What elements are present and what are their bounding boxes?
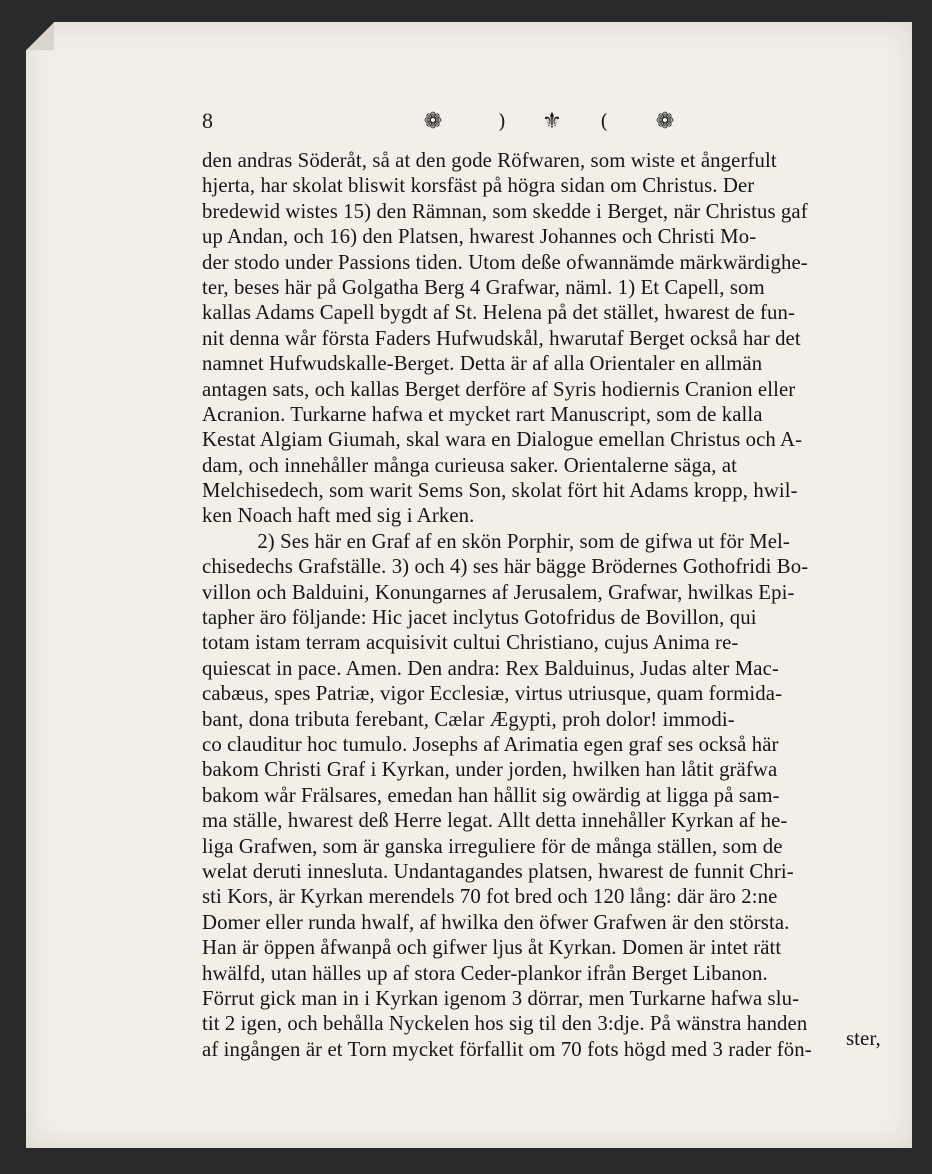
text-line: bakom wår Frälsares, emedan han hållit sig owärdig at ligga på sam- xyxy=(202,782,780,807)
text-line: bredewid wistes 15) den Rämnan, som skedde i Berget, när Christus gaf xyxy=(202,198,808,223)
text-line: af ingången är et Torn mycket förfallit om 70 fots högd med 3 rader fön- xyxy=(202,1036,812,1061)
text-line: Han är öppen åfwanpå och gifwer ljus åt Kyrkan. Domen är intet rätt xyxy=(202,935,782,960)
text-line: der stodo under Passions tiden. Utom deße ofwannämde märkwärdighe- xyxy=(202,249,808,274)
text-line: bakom Christi Graf i Kyrkan, under jorden, hwilken han låtit gräfwa xyxy=(202,757,778,782)
text-line: ken Noach haft med sig i Arken. xyxy=(202,503,475,528)
text-line: liga Grafwen, som är ganska irreguliere för de många ställen, som de xyxy=(202,833,783,858)
text-line: kallas Adams Capell bygdt af St. Helena på det stället, hwarest de fun- xyxy=(202,300,796,325)
paren-right: ) xyxy=(498,109,506,133)
rosette-right-icon: ❁ xyxy=(655,109,675,134)
fleur-de-lis-icon: ⚜ xyxy=(542,109,562,134)
header-ornament xyxy=(421,104,721,140)
rosette-left-icon: ❁ xyxy=(423,109,443,134)
folded-corner xyxy=(26,22,54,50)
body-text xyxy=(202,148,902,1062)
text-line: co clauditur hoc tumulo. Josephs af Arimatia egen graf ses också här xyxy=(202,731,779,756)
text-line: hjerta, har skolat bliswit korsfäst på högra sidan om Christus. Der xyxy=(202,173,755,198)
book-page xyxy=(26,22,912,1148)
text-line: cabæus, spes Patriæ, vigor Ecclesiæ, virtus utriusque, quam formida- xyxy=(202,681,783,706)
page-number: 8 xyxy=(202,108,213,133)
text-line: den andras Söderåt, så at den gode Röfwaren, som wiste et ångerfult xyxy=(202,148,777,172)
text-line: bant, dona tributa ferebant, Cælar Ægypti, proh dolor! immodi- xyxy=(202,706,735,731)
text-line: totam istam terram acquisivit cultui Christiano, cujus Anima re- xyxy=(202,630,739,655)
text-line: welat deruti innesluta. Undantagandes platsen, hwarest de funnit Chri- xyxy=(202,858,794,883)
text-line: ma ställe, hwarest deß Herre legat. Allt detta innehåller Kyrkan af he- xyxy=(202,808,788,833)
text-line: tapher äro följande: Hic jacet inclytus Gotofridus de Bovillon, qui xyxy=(202,605,757,630)
text-line: dam, och innehåller många curieusa saker. Orientalerne säga, at xyxy=(202,452,738,477)
text-line: namnet Hufwudskalle-Berget. Detta är af alla Orientaler en allmän xyxy=(202,351,763,376)
text-line: Förrut gick man in i Kyrkan igenom 3 dörrar, men Turkarne hafwa slu- xyxy=(202,985,800,1010)
text-line: quiescat in pace. Amen. Den andra: Rex Balduinus, Judas alter Mac- xyxy=(202,655,779,680)
text-line: Kestat Algiam Giumah, skal wara en Dialogue emellan Christus och A- xyxy=(202,427,803,452)
text-line: villon och Balduini, Konungarnes af Jerusalem, Grafwar, hwilkas Epi- xyxy=(202,579,795,604)
text-line: up Andan, och 16) den Platsen, hwarest Johannes och Christi Mo- xyxy=(202,224,757,249)
text-line: Acranion. Turkarne hafwa et mycket rart Manuscript, som de kalla xyxy=(202,401,763,426)
page-header xyxy=(26,104,912,144)
text-line: sti Kors, är Kyrkan merendels 70 fot bred och 120 lång: där äro 2:ne xyxy=(202,884,778,909)
text-line: antagen sats, och kallas Berget derföre af Syris hodiernis Cranion eller xyxy=(202,376,796,401)
text-line: ter, beses här på Golgatha Berg 4 Grafwar, näml. 1) Et Capell, som xyxy=(202,274,765,299)
text-line: tit 2 igen, och behålla Nyckelen hos sig til den 3:dje. På wänstra handen xyxy=(202,1011,808,1036)
text-line: chisedechs Grafställe. 3) och 4) ses här bägge Brödernes Gothofridi Bo- xyxy=(202,554,809,579)
catchword: ster, xyxy=(846,1026,881,1050)
text-line: nit denna wår första Faders Hufwudskål, hwarutaf Berget också har det xyxy=(202,325,801,350)
text-line: 2) Ses här en Graf af en skön Porphir, som de gifwa ut för Mel- xyxy=(257,528,790,553)
paren-left: ( xyxy=(600,109,608,133)
text-line: hwälfd, utan hälles up af stora Ceder-plankor ifrån Berget Libanon. xyxy=(202,960,768,985)
text-line: Domer eller runda hwalf, af hwilka den öfwer Grafwen är den största. xyxy=(202,909,790,934)
text-line: Melchisedech, som warit Sems Son, skolat fört hit Adams kropp, hwil- xyxy=(202,478,798,503)
